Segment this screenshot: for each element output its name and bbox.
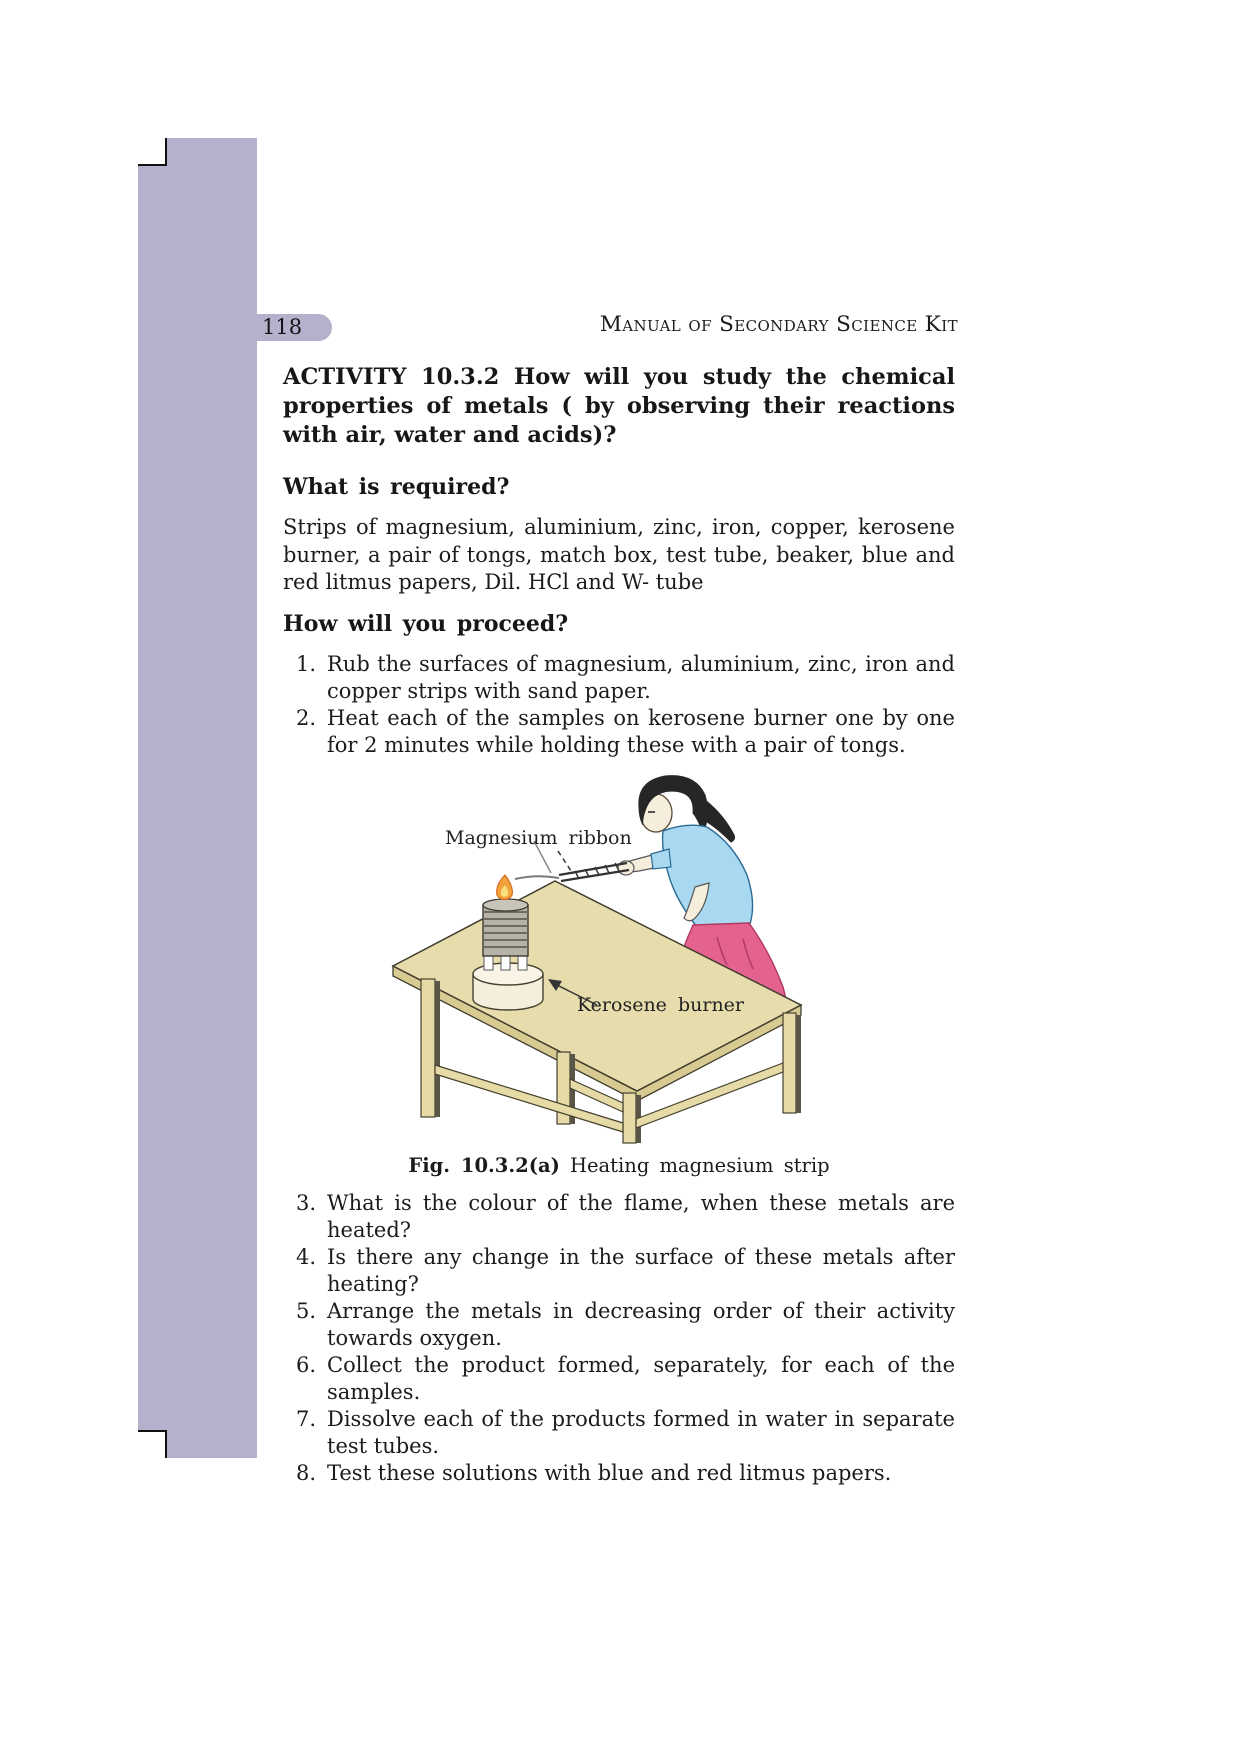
step-text: Collect the product formed, separately, for each of the samples. bbox=[327, 1352, 955, 1404]
kerosene-burner-label: Kerosene burner bbox=[577, 993, 745, 1016]
step-number: 1. bbox=[296, 651, 317, 676]
step-number: 8. bbox=[296, 1460, 317, 1485]
section-heading-what-is-required: What is required? bbox=[283, 474, 510, 500]
magnesium-ribbon bbox=[515, 876, 559, 879]
step-item bbox=[283, 1190, 955, 1244]
step-number: 2. bbox=[296, 705, 317, 730]
step-item bbox=[283, 1244, 955, 1298]
required-materials-paragraph: Strips of magnesium, aluminium, zinc, iron, copper, kerosene burner, a pair of tongs, match box, test tube, beaker, blue and red litmus papers, Dil. HCl and W- tube bbox=[283, 515, 955, 594]
step-text: Test these solutions with blue and red litmus papers. bbox=[327, 1460, 892, 1485]
shirt bbox=[663, 825, 753, 927]
tongs bbox=[559, 863, 629, 881]
step-item bbox=[283, 651, 955, 705]
sleeve-cuff bbox=[651, 849, 671, 869]
step-item bbox=[283, 1406, 955, 1460]
crop-mark-top-icon bbox=[138, 138, 167, 166]
step-number: 6. bbox=[296, 1352, 317, 1377]
step-number: 5. bbox=[296, 1298, 317, 1323]
coil-top bbox=[483, 899, 528, 911]
heating-magnesium-illustration bbox=[365, 767, 885, 1147]
step-text: What is the colour of the flame, when these metals are heated? bbox=[327, 1190, 955, 1242]
crop-mark-bottom-icon bbox=[138, 1430, 167, 1458]
figure-caption bbox=[283, 1154, 955, 1178]
step-item bbox=[283, 1298, 955, 1352]
section-heading-how-will-you-proceed: How will you proceed? bbox=[283, 610, 569, 637]
label-leader-dashed bbox=[558, 851, 573, 874]
step-item bbox=[283, 1460, 955, 1487]
magnesium-ribbon-label: Magnesium ribbon bbox=[445, 826, 632, 849]
page-number: 118 bbox=[262, 315, 303, 339]
procedure-list-part1 bbox=[283, 651, 955, 759]
step-text: Arrange the metals in decreasing order of their activity towards oxygen. bbox=[327, 1298, 955, 1350]
step-number: 4. bbox=[296, 1244, 317, 1269]
step-text: Dissolve each of the products formed in water in separate test tubes. bbox=[327, 1406, 955, 1458]
procedure-list-part2 bbox=[283, 1190, 955, 1487]
step-text: Is there any change in the surface of these metals after heating? bbox=[327, 1244, 955, 1296]
figure-10-3-2a bbox=[283, 767, 955, 1178]
figure-caption-number: Fig. 10.3.2(a) bbox=[408, 1153, 560, 1177]
activity-title: ACTIVITY 10.3.2 How will you study the chemical properties of metals ( by observing their reactions with air, water and acids)? bbox=[283, 364, 955, 448]
step-text: Heat each of the samples on kerosene burner one by one for 2 minutes while holding these with a pair of tongs. bbox=[327, 705, 955, 757]
step-item bbox=[283, 1352, 955, 1406]
main-column bbox=[283, 0, 955, 1487]
figure-caption-text: Heating magnesium strip bbox=[570, 1153, 830, 1177]
step-number: 3. bbox=[296, 1190, 317, 1215]
running-header: Manual of Secondary Science Kit bbox=[599, 312, 958, 337]
step-number: 7. bbox=[296, 1406, 317, 1431]
step-text: Rub the surfaces of magnesium, aluminium, zinc, iron and copper strips with sand paper. bbox=[327, 651, 955, 703]
step-item bbox=[283, 705, 955, 759]
